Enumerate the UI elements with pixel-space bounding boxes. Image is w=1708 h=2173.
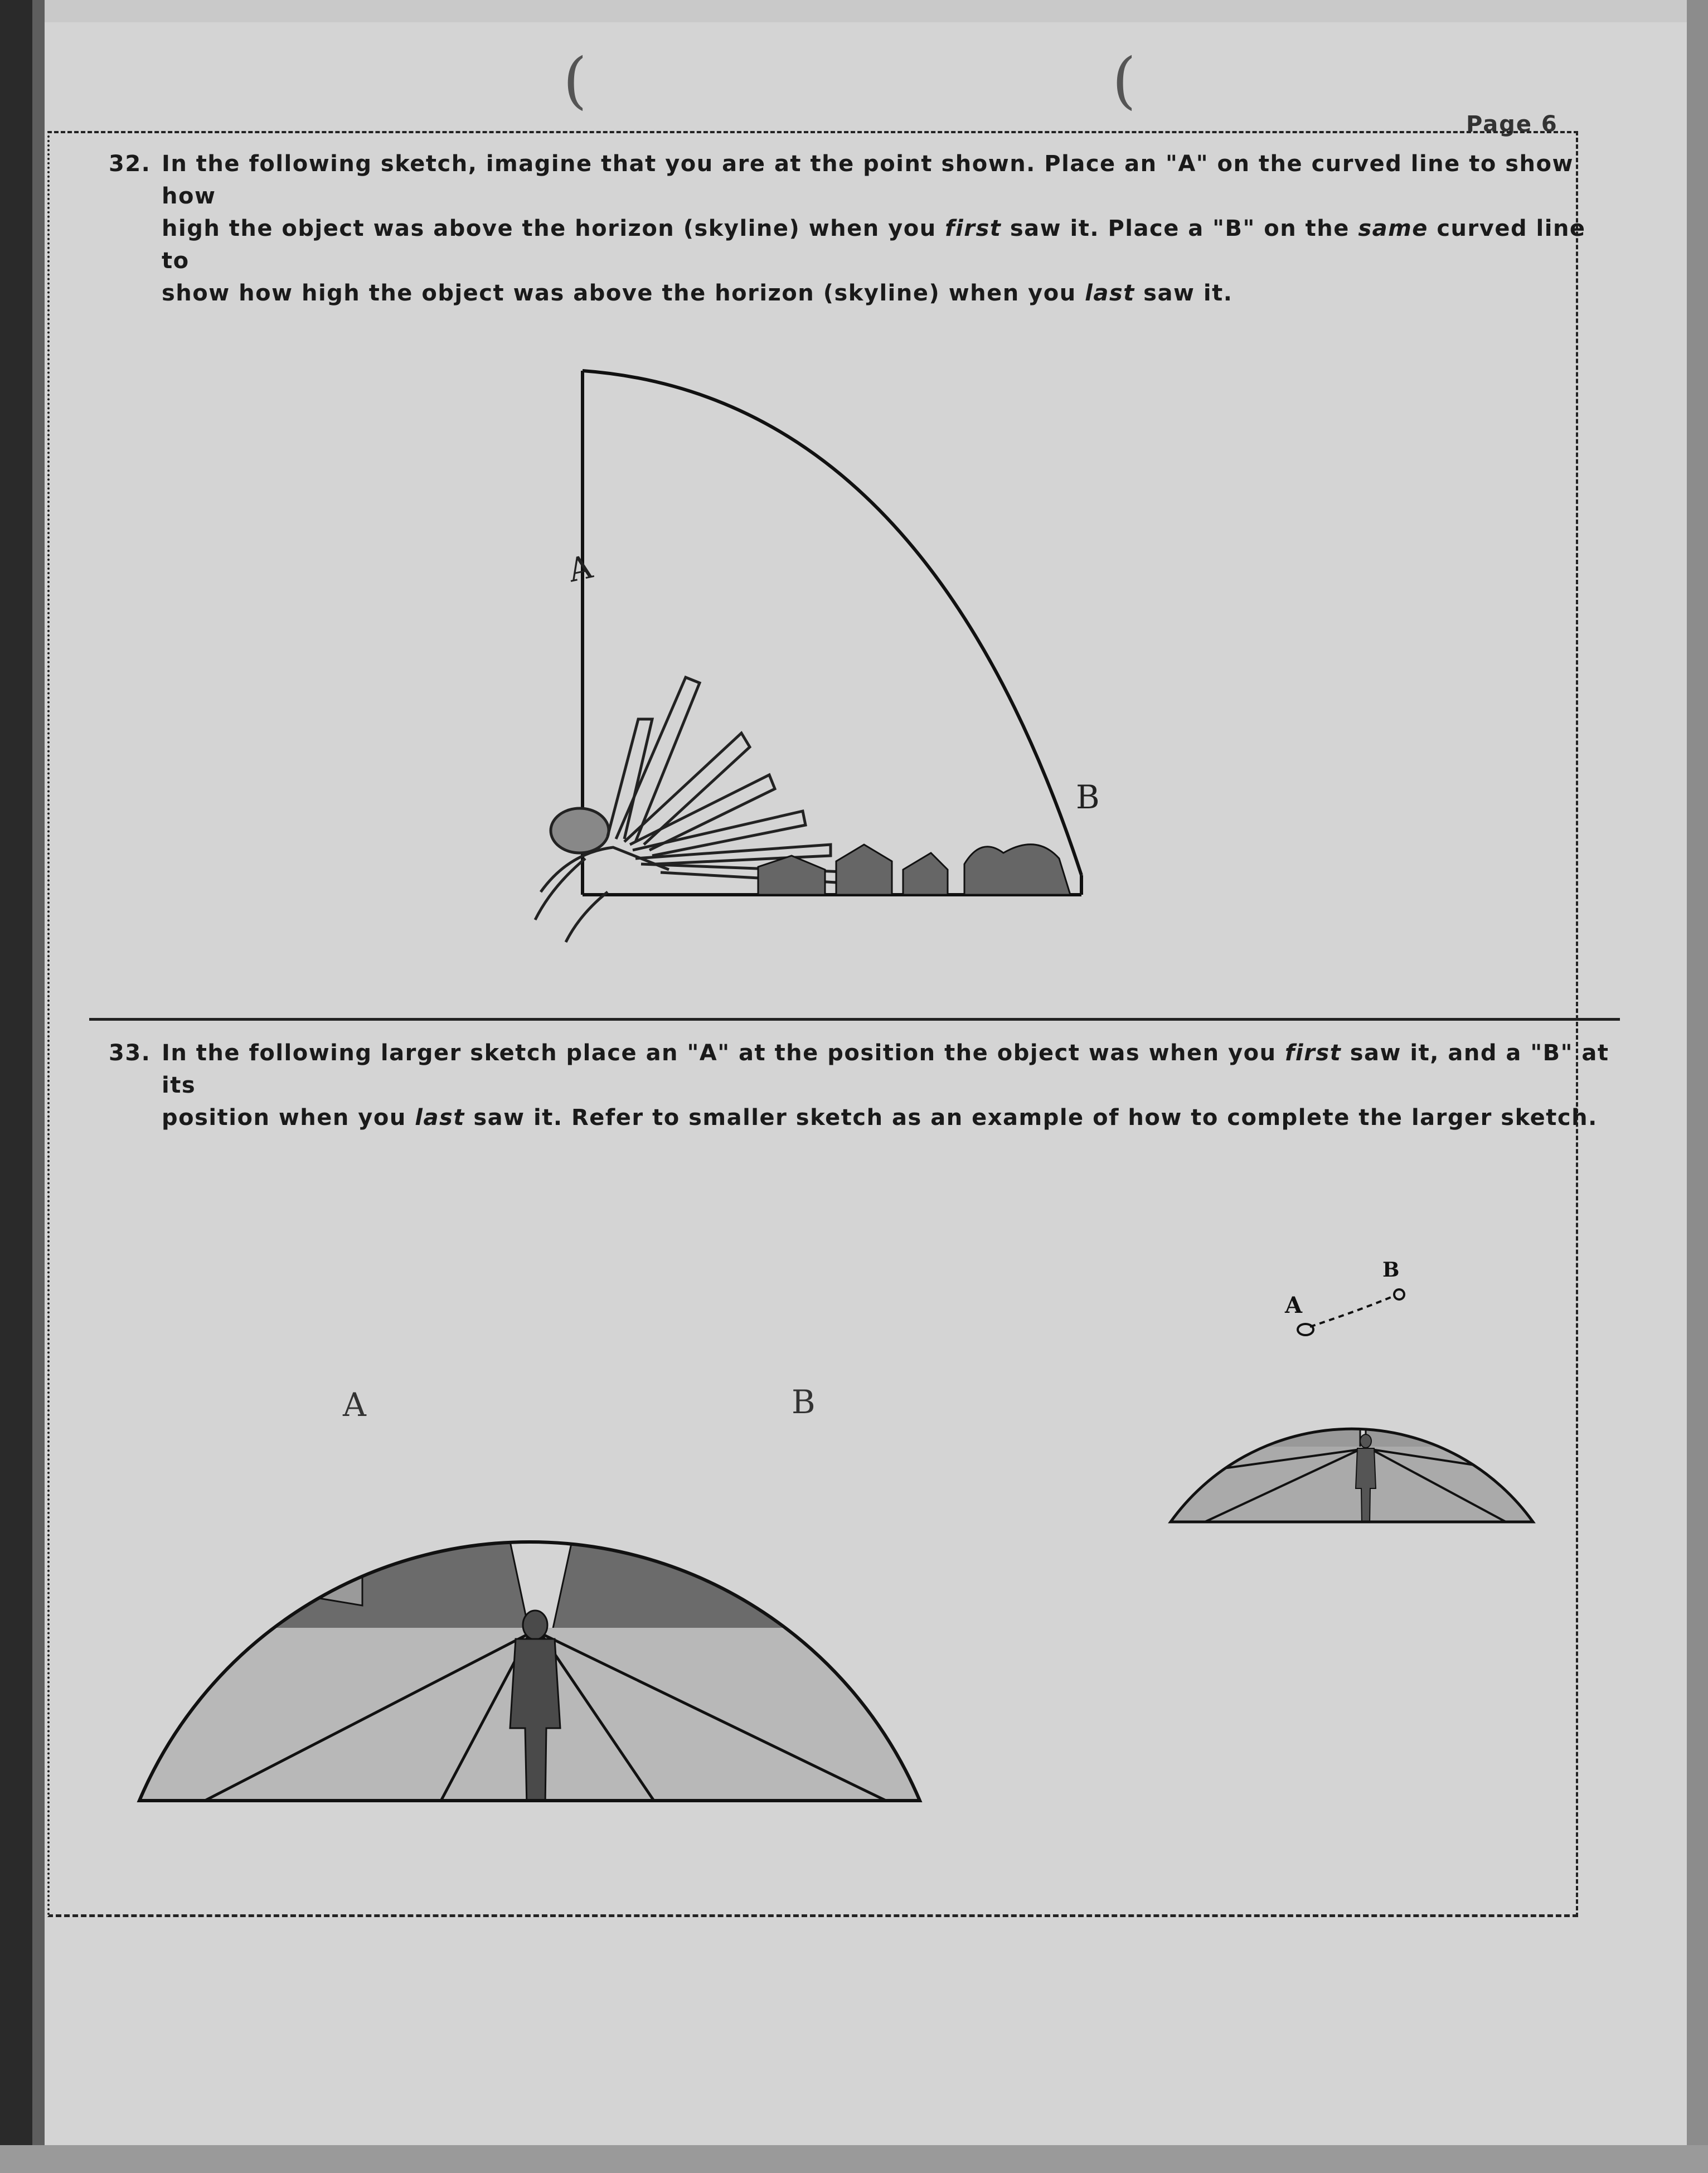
scan-right-edge <box>1687 0 1708 2173</box>
scan-bottom-edge <box>0 2145 1708 2173</box>
text-run: position when you <box>162 1105 415 1131</box>
student-mark-a: A <box>343 1386 366 1424</box>
emphasis-first: first <box>1285 1040 1342 1066</box>
example-object-a <box>1298 1324 1313 1335</box>
emphasis-same: same <box>1358 216 1428 241</box>
question-number: 32. <box>109 151 151 177</box>
text-run: saw it. Refer to smaller sketch as an example of how to complete the larger sketch. <box>464 1105 1598 1131</box>
large-street-sketch <box>95 1193 964 1840</box>
example-label-a: A <box>1285 1292 1303 1318</box>
student-mark-b: B <box>1076 778 1100 816</box>
text-run: high the object was above the horizon (skyline) when you <box>162 216 945 241</box>
example-label-b: B <box>1382 1258 1400 1282</box>
example-ground <box>1126 1447 1572 1558</box>
example-sketch <box>1126 1215 1572 1561</box>
page-number: Page 6 <box>1466 111 1558 137</box>
text-run: saw it. Place a "B" on the <box>1001 216 1358 241</box>
question-line <box>162 277 1611 309</box>
emphasis-last: last <box>415 1105 465 1131</box>
text-run: show how high the object was above the horizon (skyline) when you <box>162 280 1085 306</box>
skyline-houses <box>758 845 1070 895</box>
student-mark-a: A <box>565 547 596 590</box>
scan-edge-shadow <box>32 0 45 2173</box>
quarter-circle-sketch <box>502 334 1182 970</box>
text-run: saw it, and a "B" at its <box>162 1040 1609 1098</box>
question-text <box>162 1037 1611 1134</box>
binder-hole-mark: ( <box>563 45 587 116</box>
question-divider <box>89 1018 1620 1021</box>
text-run: curved line to <box>162 216 1586 274</box>
right-house <box>741 1494 825 1594</box>
question-line <box>162 1037 1611 1102</box>
left-buildings <box>178 1483 362 1617</box>
student-mark-b: B <box>792 1383 816 1421</box>
text-run: In the following larger sketch place an "A" at the position the object was when you <box>162 1040 1285 1066</box>
text-run: saw it. <box>1134 280 1233 306</box>
emphasis-first: first <box>945 216 1002 241</box>
question-line <box>162 1102 1611 1134</box>
question-line <box>162 212 1611 277</box>
emphasis-last: last <box>1085 280 1135 306</box>
document-page <box>45 22 1687 2145</box>
question-line: In the following sketch, imagine that you are at the point shown. Place an "A" on the curved line to show how <box>162 151 1574 209</box>
question-text <box>162 148 1611 309</box>
example-object-b <box>1394 1289 1404 1299</box>
quarter-arc <box>583 371 1081 875</box>
scan-dark-edge <box>0 0 32 2173</box>
example-trajectory <box>1310 1296 1394 1327</box>
question-number: 33. <box>109 1040 151 1066</box>
binder-hole-mark: ( <box>1112 45 1136 116</box>
